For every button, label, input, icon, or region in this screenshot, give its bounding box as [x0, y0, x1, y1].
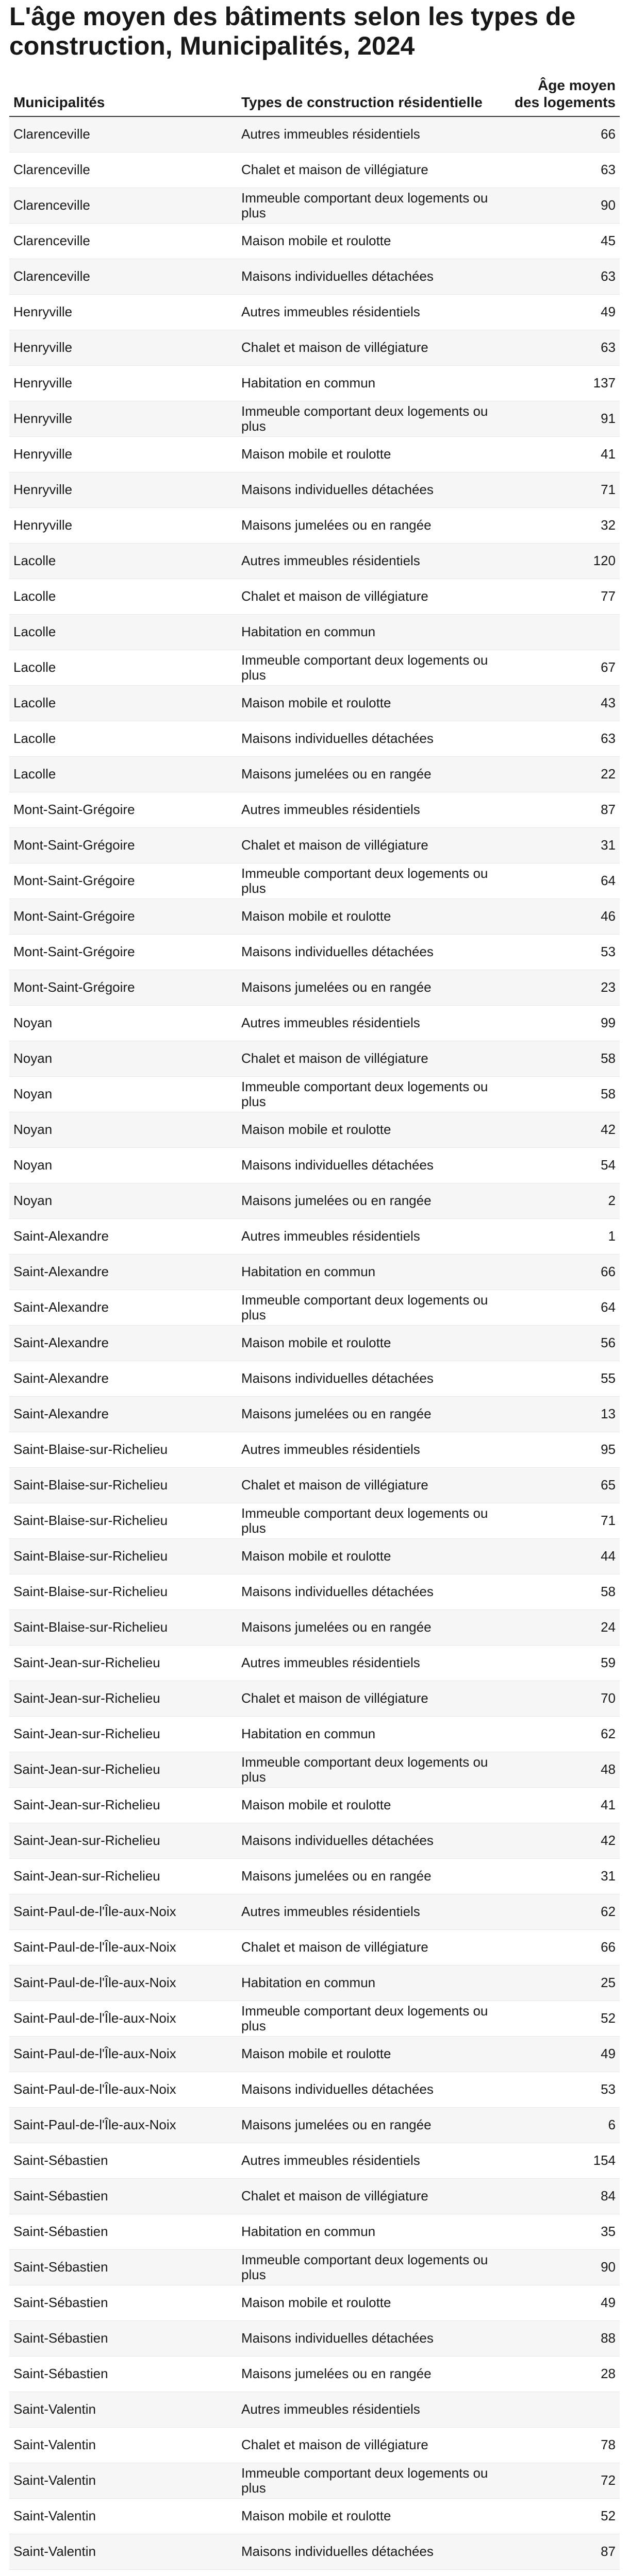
cell-construction-type: Maisons jumelées ou en rangée	[237, 1396, 505, 1432]
cell-average-age: 66	[505, 116, 620, 152]
cell-construction-type: Habitation en commun	[237, 1254, 505, 1290]
table-row	[9, 543, 620, 579]
cell-municipality: Noyan	[9, 1076, 237, 1112]
cell-average-age: 54	[505, 1147, 620, 1183]
cell-average-age: 49	[505, 2285, 620, 2320]
table-header-row	[9, 75, 620, 116]
cell-construction-type: Immeuble comportant deux logements ou plus	[237, 188, 505, 223]
cell-average-age: 64	[505, 1290, 620, 1325]
cell-construction-type: Autres immeubles résidentiels	[237, 2392, 505, 2427]
cell-construction-type: Maisons individuelles détachées	[237, 259, 505, 294]
cell-municipality: Mont-Saint-Grégoire	[9, 899, 237, 934]
cell-construction-type: Maison mobile et roulotte	[237, 2285, 505, 2320]
cell-construction-type: Maisons individuelles détachées	[237, 2534, 505, 2569]
cell-average-age: 90	[505, 188, 620, 223]
cell-construction-type: Maison mobile et roulotte	[237, 899, 505, 934]
cell-construction-type: Habitation en commun	[237, 1965, 505, 2001]
table-row	[9, 827, 620, 863]
cell-construction-type: Maison mobile et roulotte	[237, 1325, 505, 1361]
cell-municipality: Saint-Paul-de-l'Île-aux-Noix	[9, 2001, 237, 2036]
table-row	[9, 330, 620, 365]
cell-construction-type: Autres immeubles résidentiels	[237, 116, 505, 152]
cell-average-age: 62	[505, 1894, 620, 1929]
table-row	[9, 2001, 620, 2036]
cell-average-age: 70	[505, 1681, 620, 1716]
cell-average-age: 65	[505, 1467, 620, 1503]
table-row	[9, 2107, 620, 2143]
table-row	[9, 116, 620, 152]
table-row	[9, 1681, 620, 1716]
cell-municipality: Saint-Sébastien	[9, 2143, 237, 2178]
table-row	[9, 401, 620, 436]
cell-average-age: 58	[505, 1041, 620, 1076]
cell-construction-type: Maisons individuelles détachées	[237, 1361, 505, 1396]
cell-construction-type: Immeuble comportant deux logements ou plus	[237, 2463, 505, 2498]
cell-municipality: Clarenceville	[9, 116, 237, 152]
cell-construction-type: Maisons individuelles détachées	[237, 934, 505, 970]
cell-municipality: Saint-Paul-de-l'Île-aux-Noix	[9, 2072, 237, 2107]
table-row	[9, 650, 620, 685]
cell-municipality: Saint-Jean-sur-Richelieu	[9, 1823, 237, 1858]
cell-construction-type: Chalet et maison de villégiature	[237, 152, 505, 188]
cell-municipality: Saint-Sébastien	[9, 2320, 237, 2356]
cell-municipality: Saint-Sébastien	[9, 2178, 237, 2214]
table-row	[9, 1361, 620, 1396]
table-row	[9, 2249, 620, 2285]
cell-municipality: Saint-Jean-sur-Richelieu	[9, 1858, 237, 1894]
cell-average-age: 49	[505, 2036, 620, 2072]
table-row	[9, 436, 620, 472]
cell-construction-type: Maisons individuelles détachées	[237, 2320, 505, 2356]
cell-average-age: 56	[505, 1325, 620, 1361]
cell-average-age: 87	[505, 792, 620, 827]
table-row	[9, 2036, 620, 2072]
cell-average-age: 71	[505, 1503, 620, 1538]
cell-municipality: Saint-Valentin	[9, 2392, 237, 2427]
table-row	[9, 2285, 620, 2320]
cell-municipality: Henryville	[9, 507, 237, 543]
cell-municipality: Saint-Alexandre	[9, 1218, 237, 1254]
table-row	[9, 1041, 620, 1076]
cell-construction-type: Maisons jumelées ou en rangée	[237, 756, 505, 792]
cell-average-age: 63	[505, 259, 620, 294]
table-row	[9, 1076, 620, 1112]
cell-average-age	[505, 2392, 620, 2427]
table-row	[9, 899, 620, 934]
cell-average-age: 58	[505, 1076, 620, 1112]
table-row	[9, 1112, 620, 1147]
table-body	[9, 116, 620, 2576]
cell-average-age: 13	[505, 1396, 620, 1432]
table-row	[9, 970, 620, 1005]
cell-average-age: 24	[505, 1609, 620, 1645]
table-row	[9, 1645, 620, 1681]
data-table	[9, 75, 620, 2576]
cell-municipality: Mont-Saint-Grégoire	[9, 827, 237, 863]
cell-municipality: Saint-Jean-sur-Richelieu	[9, 1645, 237, 1681]
cell-construction-type: Maisons individuelles détachées	[237, 721, 505, 756]
cell-municipality: Henryville	[9, 401, 237, 436]
cell-municipality: Noyan	[9, 1183, 237, 1218]
cell-average-age: 41	[505, 1787, 620, 1823]
cell-construction-type: Autres immeubles résidentiels	[237, 543, 505, 579]
cell-construction-type: Maison mobile et roulotte	[237, 1787, 505, 1823]
cell-construction-type: Immeuble comportant deux logements ou plus	[237, 650, 505, 685]
cell-average-age: 62	[505, 1716, 620, 1752]
cell-average-age: 67	[505, 650, 620, 685]
table-row	[9, 507, 620, 543]
cell-construction-type: Maisons jumelées ou en rangée	[237, 970, 505, 1005]
table-row	[9, 1929, 620, 1965]
table-row	[9, 756, 620, 792]
table-row	[9, 2534, 620, 2569]
cell-municipality: Noyan	[9, 1147, 237, 1183]
cell-construction-type: Chalet et maison de villégiature	[237, 1681, 505, 1716]
cell-average-age: 87	[505, 2534, 620, 2569]
cell-municipality: Lacolle	[9, 685, 237, 721]
cell-municipality: Saint-Sébastien	[9, 2214, 237, 2249]
cell-average-age: 77	[505, 579, 620, 614]
cell-construction-type: Maisons individuelles détachées	[237, 1147, 505, 1183]
cell-construction-type: Immeuble comportant deux logements ou plus	[237, 1076, 505, 1112]
cell-construction-type: Autres immeubles résidentiels	[237, 2143, 505, 2178]
table-row	[9, 614, 620, 650]
cell-average-age: 53	[505, 2072, 620, 2107]
cell-municipality: Lacolle	[9, 614, 237, 650]
cell-municipality: Lacolle	[9, 721, 237, 756]
table-row	[9, 472, 620, 507]
cell-construction-type: Immeuble comportant deux logements ou plus	[237, 863, 505, 899]
cell-construction-type: Autres immeubles résidentiels	[237, 1218, 505, 1254]
cell-average-age: 22	[505, 756, 620, 792]
table-row	[9, 294, 620, 330]
cell-construction-type: Maisons jumelées ou en rangée	[237, 1183, 505, 1218]
cell-municipality: Lacolle	[9, 650, 237, 685]
table-row	[9, 1254, 620, 1290]
table-row	[9, 1858, 620, 1894]
table-row	[9, 934, 620, 970]
cell-construction-type: Maisons jumelées ou en rangée	[237, 1858, 505, 1894]
cell-average-age: 58	[505, 1574, 620, 1609]
cell-construction-type: Maison mobile et roulotte	[237, 1112, 505, 1147]
cell-construction-type: Maisons jumelées ou en rangée	[237, 2107, 505, 2143]
cell-average-age: 32	[505, 507, 620, 543]
cell-average-age: 1	[505, 1218, 620, 1254]
cell-construction-type: Autres immeubles résidentiels	[237, 1432, 505, 1467]
cell-municipality: Saint-Jean-sur-Richelieu	[9, 1716, 237, 1752]
cell-construction-type: Maison mobile et roulotte	[237, 223, 505, 259]
table-row	[9, 1218, 620, 1254]
cell-construction-type	[237, 2569, 505, 2576]
table-row	[9, 1396, 620, 1432]
table-row	[9, 1503, 620, 1538]
table-row	[9, 1538, 620, 1574]
cell-construction-type: Autres immeubles résidentiels	[237, 1645, 505, 1681]
table-row	[9, 1325, 620, 1361]
cell-municipality: Clarenceville	[9, 259, 237, 294]
cell-average-age: 43	[505, 685, 620, 721]
cell-municipality: Mont-Saint-Grégoire	[9, 934, 237, 970]
table-row	[9, 2463, 620, 2498]
cell-average-age: 6	[505, 2107, 620, 2143]
cell-municipality: Saint-Alexandre	[9, 1325, 237, 1361]
cell-municipality: Saint-Alexandre	[9, 1361, 237, 1396]
table-row	[9, 1752, 620, 1787]
cell-average-age: 71	[505, 472, 620, 507]
cell-average-age: 45	[505, 223, 620, 259]
cell-construction-type: Immeuble comportant deux logements ou plus	[237, 1503, 505, 1538]
table-row	[9, 1147, 620, 1183]
cell-municipality: Noyan	[9, 1041, 237, 1076]
cell-construction-type: Maisons jumelées ou en rangée	[237, 1609, 505, 1645]
cell-municipality: Saint-Blaise-sur-Richelieu	[9, 1609, 237, 1645]
cell-average-age: 46	[505, 899, 620, 934]
cell-municipality: Henryville	[9, 472, 237, 507]
cell-municipality: Saint-Valentin	[9, 2463, 237, 2498]
cell-construction-type: Maisons individuelles détachées	[237, 1574, 505, 1609]
cell-municipality: Saint-Sébastien	[9, 2285, 237, 2320]
table-row	[9, 2498, 620, 2534]
cell-municipality: Henryville	[9, 365, 237, 401]
cell-average-age: 48	[505, 1752, 620, 1787]
cell-construction-type: Autres immeubles résidentiels	[237, 792, 505, 827]
table-row	[9, 685, 620, 721]
table-row	[9, 1183, 620, 1218]
cell-average-age: 66	[505, 1929, 620, 1965]
cell-construction-type: Maison mobile et roulotte	[237, 2498, 505, 2534]
cell-municipality: Saint-Valentin	[9, 2534, 237, 2569]
cell-construction-type: Habitation en commun	[237, 1716, 505, 1752]
cell-construction-type: Habitation en commun	[237, 614, 505, 650]
table-row	[9, 1716, 620, 1752]
cell-construction-type: Chalet et maison de villégiature	[237, 2427, 505, 2463]
cell-municipality: Saint-Blaise-sur-Richelieu	[9, 1467, 237, 1503]
table-row	[9, 223, 620, 259]
cell-municipality: Saint-Valentin	[9, 2498, 237, 2534]
table-row	[9, 1574, 620, 1609]
table-row	[9, 2427, 620, 2463]
table-row	[9, 2392, 620, 2427]
cell-municipality: Saint-Paul-de-l'Île-aux-Noix	[9, 2107, 237, 2143]
cell-average-age: 72	[505, 2463, 620, 2498]
cell-municipality: Saint-Blaise-sur-Richelieu	[9, 1432, 237, 1467]
table-row	[9, 1467, 620, 1503]
cell-average-age: 63	[505, 330, 620, 365]
cell-construction-type: Chalet et maison de villégiature	[237, 1467, 505, 1503]
table-row	[9, 2214, 620, 2249]
table-row	[9, 1609, 620, 1645]
cell-municipality: Saint-Blaise-sur-Richelieu	[9, 1503, 237, 1538]
cell-construction-type: Immeuble comportant deux logements ou plus	[237, 401, 505, 436]
cell-construction-type: Chalet et maison de villégiature	[237, 2178, 505, 2214]
table-row	[9, 579, 620, 614]
cell-construction-type: Chalet et maison de villégiature	[237, 1929, 505, 1965]
cell-average-age: 63	[505, 721, 620, 756]
cell-municipality: Saint-Blaise-sur-Richelieu	[9, 1574, 237, 1609]
cell-average-age: 44	[505, 1538, 620, 1574]
cell-construction-type: Chalet et maison de villégiature	[237, 1041, 505, 1076]
cell-construction-type: Immeuble comportant deux logements ou plus	[237, 1752, 505, 1787]
cell-average-age: 31	[505, 1858, 620, 1894]
table-row	[9, 1290, 620, 1325]
cell-municipality: Saint-Paul-de-l'Île-aux-Noix	[9, 1965, 237, 2001]
cell-average-age: 42	[505, 1823, 620, 1858]
cell-municipality: Mont-Saint-Grégoire	[9, 970, 237, 1005]
cell-municipality	[9, 2569, 237, 2576]
cell-municipality: Clarenceville	[9, 188, 237, 223]
cell-average-age: 84	[505, 2178, 620, 2214]
cell-average-age: 55	[505, 1361, 620, 1396]
table-row	[9, 1965, 620, 2001]
cell-municipality: Saint-Paul-de-l'Île-aux-Noix	[9, 1929, 237, 1965]
table-row	[9, 792, 620, 827]
cell-construction-type: Habitation en commun	[237, 2214, 505, 2249]
cell-average-age: 95	[505, 1432, 620, 1467]
table-row	[9, 863, 620, 899]
cell-construction-type: Autres immeubles résidentiels	[237, 1894, 505, 1929]
cell-municipality: Lacolle	[9, 579, 237, 614]
cell-municipality: Saint-Paul-de-l'Île-aux-Noix	[9, 1894, 237, 1929]
cell-construction-type: Maisons jumelées ou en rangée	[237, 2356, 505, 2392]
table-row	[9, 1894, 620, 1929]
cell-construction-type: Chalet et maison de villégiature	[237, 579, 505, 614]
cell-municipality: Lacolle	[9, 543, 237, 579]
cell-average-age: 41	[505, 436, 620, 472]
table-row	[9, 2178, 620, 2214]
table-row	[9, 1787, 620, 1823]
cell-average-age: 64	[505, 863, 620, 899]
cell-construction-type: Chalet et maison de villégiature	[237, 330, 505, 365]
cell-municipality: Mont-Saint-Grégoire	[9, 792, 237, 827]
cell-construction-type: Maison mobile et roulotte	[237, 685, 505, 721]
cell-municipality: Mont-Saint-Grégoire	[9, 863, 237, 899]
table-row	[9, 721, 620, 756]
cell-construction-type: Immeuble comportant deux logements ou plus	[237, 2001, 505, 2036]
cell-municipality: Saint-Jean-sur-Richelieu	[9, 1752, 237, 1787]
cell-average-age: 66	[505, 1254, 620, 1290]
cell-municipality: Saint-Jean-sur-Richelieu	[9, 1787, 237, 1823]
cell-municipality: Noyan	[9, 1005, 237, 1041]
cell-average-age: 120	[505, 543, 620, 579]
cell-average-age	[505, 2569, 620, 2576]
cell-construction-type: Autres immeubles résidentiels	[237, 1005, 505, 1041]
cell-average-age: 23	[505, 970, 620, 1005]
cell-municipality: Henryville	[9, 294, 237, 330]
cell-average-age: 52	[505, 2001, 620, 2036]
table-row	[9, 1005, 620, 1041]
cell-municipality: Saint-Valentin	[9, 2427, 237, 2463]
cell-municipality: Saint-Paul-de-l'Île-aux-Noix	[9, 2036, 237, 2072]
cell-average-age: 91	[505, 401, 620, 436]
cell-municipality: Noyan	[9, 1112, 237, 1147]
cell-municipality: Henryville	[9, 436, 237, 472]
cell-average-age: 59	[505, 1645, 620, 1681]
header-construction-type[interactable]: Types de construction résidentielle	[237, 75, 505, 116]
table-row	[9, 152, 620, 188]
table-row	[9, 2356, 620, 2392]
cell-average-age: 52	[505, 2498, 620, 2534]
table-row	[9, 1823, 620, 1858]
cell-construction-type: Maisons individuelles détachées	[237, 1823, 505, 1858]
cell-average-age: 35	[505, 2214, 620, 2249]
cell-average-age: 154	[505, 2143, 620, 2178]
cell-average-age: 42	[505, 1112, 620, 1147]
cell-construction-type: Maison mobile et roulotte	[237, 2036, 505, 2072]
cell-average-age: 78	[505, 2427, 620, 2463]
cell-average-age: 53	[505, 934, 620, 970]
cell-municipality: Saint-Alexandre	[9, 1290, 237, 1325]
cell-average-age: 28	[505, 2356, 620, 2392]
header-municipality[interactable]: Municipalités	[9, 75, 237, 116]
cell-municipality: Saint-Alexandre	[9, 1254, 237, 1290]
cell-construction-type: Chalet et maison de villégiature	[237, 827, 505, 863]
cell-average-age: 49	[505, 294, 620, 330]
cell-average-age: 31	[505, 827, 620, 863]
cell-average-age	[505, 614, 620, 650]
table-row	[9, 188, 620, 223]
cell-average-age: 63	[505, 152, 620, 188]
cell-construction-type: Immeuble comportant deux logements ou plus	[237, 1290, 505, 1325]
cell-average-age: 88	[505, 2320, 620, 2356]
cell-average-age: 25	[505, 1965, 620, 2001]
cell-construction-type: Maison mobile et roulotte	[237, 1538, 505, 1574]
table-row	[9, 1432, 620, 1467]
table-row	[9, 2320, 620, 2356]
table-row	[9, 2569, 620, 2576]
cell-municipality: Clarenceville	[9, 223, 237, 259]
table-row	[9, 2072, 620, 2107]
table-row	[9, 259, 620, 294]
cell-municipality: Henryville	[9, 330, 237, 365]
table-row	[9, 2143, 620, 2178]
cell-average-age: 137	[505, 365, 620, 401]
cell-municipality: Saint-Sébastien	[9, 2356, 237, 2392]
chart-title: L'âge moyen des bâtiments selon les types de construction, Municipalités, 2024	[9, 2, 576, 60]
header-average-age[interactable]: Âge moyen des logements	[505, 75, 620, 116]
cell-construction-type: Maisons individuelles détachées	[237, 472, 505, 507]
cell-construction-type: Maisons individuelles détachées	[237, 2072, 505, 2107]
cell-municipality: Saint-Sébastien	[9, 2249, 237, 2285]
cell-municipality: Saint-Alexandre	[9, 1396, 237, 1432]
cell-average-age: 90	[505, 2249, 620, 2285]
cell-municipality: Saint-Jean-sur-Richelieu	[9, 1681, 237, 1716]
cell-average-age: 2	[505, 1183, 620, 1218]
cell-construction-type: Habitation en commun	[237, 365, 505, 401]
cell-municipality: Lacolle	[9, 756, 237, 792]
table-row	[9, 365, 620, 401]
cell-construction-type: Autres immeubles résidentiels	[237, 294, 505, 330]
cell-municipality: Saint-Blaise-sur-Richelieu	[9, 1538, 237, 1574]
cell-construction-type: Immeuble comportant deux logements ou plus	[237, 2249, 505, 2285]
cell-municipality: Clarenceville	[9, 152, 237, 188]
cell-average-age: 99	[505, 1005, 620, 1041]
cell-construction-type: Maisons jumelées ou en rangée	[237, 507, 505, 543]
cell-construction-type: Maison mobile et roulotte	[237, 436, 505, 472]
